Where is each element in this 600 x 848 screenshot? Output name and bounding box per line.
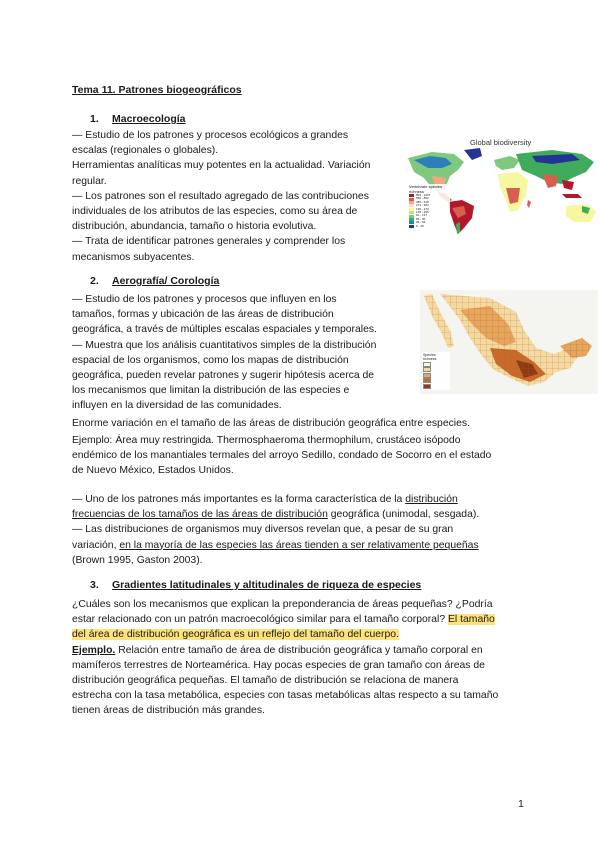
legend-title: Vertebrate species richness bbox=[409, 184, 443, 194]
legend-item bbox=[409, 225, 449, 228]
s2-para4-text: — Uno de los patrones más importantes es la forma característica de la bbox=[72, 494, 406, 505]
section-1-title: Macroecología bbox=[112, 113, 186, 125]
section-2-body bbox=[72, 292, 412, 414]
s2-para5-underline: en la mayoría de las especies las áreas tienden a ser relativamente pequeñas bbox=[119, 539, 479, 551]
s2-para3-line: de Nuevo México, Estados Unidos. bbox=[72, 465, 234, 477]
s3-example-text: Relación entre tamaño de área de distribución geográfica y tamaño corporal en bbox=[115, 644, 483, 656]
section-1-heading bbox=[90, 113, 186, 125]
s2-line: geográfica, pueden revelar patrones y sugerir hipótesis acerca de bbox=[72, 370, 375, 382]
s2-para4-underline2: frecuencias de los tamaños de las áreas de distribución bbox=[72, 509, 328, 521]
section-3-number: 3. bbox=[90, 579, 99, 591]
s3-q1: ¿Cuáles son los mecanismos que explican la preponderancia de áreas pequeñas? ¿Podría bbox=[72, 599, 493, 610]
s2-para5-text: variación, bbox=[72, 539, 120, 551]
s2-para3-line: Ejemplo: Área muy restringida. Thermosphaeroma thermophilum, crustáceo isópodo bbox=[72, 435, 461, 446]
s2-para4-underline1: distribución bbox=[405, 494, 458, 505]
mexico-legend-swatch bbox=[423, 384, 431, 389]
s2-line: tamaños, formas y ubicación de las áreas de distribución bbox=[72, 309, 334, 321]
s1-line: — Estudio de los patrones y procesos ecológicos a grandes bbox=[72, 130, 349, 141]
s3-example-line1 bbox=[72, 643, 542, 658]
mexico-richness-figure bbox=[420, 290, 598, 394]
mexico-legend-items bbox=[423, 362, 449, 389]
legend-label: 803 - 1267 bbox=[416, 193, 431, 197]
s1-line: mecanismos subyacentes. bbox=[72, 251, 195, 263]
s3-example-line: tienen áreas de distribución más grandes. bbox=[72, 705, 265, 717]
s1-line: regular. bbox=[72, 175, 107, 187]
mexico-legend-swatch bbox=[423, 362, 431, 367]
section-3-heading bbox=[90, 579, 421, 591]
s3-q3 bbox=[72, 627, 542, 642]
legend-label: 274 - 384 bbox=[416, 203, 429, 208]
s1-line: distribución, abundancia, tamaño o historia evolutiva. bbox=[72, 221, 317, 233]
s3-q2-highlight: El tamaño bbox=[448, 614, 495, 626]
s2-para-patterns bbox=[72, 492, 542, 568]
s3-example-label: Ejemplo. bbox=[72, 644, 116, 656]
legend-label: 550 - 802 bbox=[416, 196, 429, 201]
s3-example-line: estrecha con la tasa metabólica, especies con tasas metabólicas altas respecto a su tamaño bbox=[72, 690, 499, 702]
s2-line: influyen en la diversidad de las comunidades. bbox=[72, 400, 282, 412]
legend-items bbox=[409, 194, 449, 228]
s2-line: — Muestra que los análisis cuantitativos simples de la distribución bbox=[72, 339, 377, 351]
s1-line: individuales de los atributos de las especies, como su área de bbox=[72, 206, 358, 218]
s1-line: — Los patrones son el resultado agregado de las contribuciones bbox=[72, 190, 369, 202]
legend-swatch bbox=[409, 225, 414, 228]
mexico-legend-title: Species richness bbox=[423, 353, 437, 361]
section-2-title: Aerografía/ Corología bbox=[112, 275, 220, 287]
legend-label: 196 - 273 bbox=[416, 206, 429, 211]
s2-para3-line: endémico de los manantiales termales del arroyo Sedillo, condado de Socorro en el estado bbox=[72, 450, 492, 462]
s2-para2: Enorme variación en el tamaño de las áreas de distribución geográfica entre especies. bbox=[72, 418, 470, 429]
section-3-title: Gradientes latitudinales y altitudinales de riqueza de especies bbox=[112, 579, 422, 591]
s2-para-example bbox=[72, 433, 542, 479]
global-biodiversity-figure bbox=[402, 134, 600, 234]
s2-para4-line1 bbox=[72, 492, 542, 507]
legend-label: 138 - 195 bbox=[416, 209, 429, 214]
s2-para4-line2 bbox=[72, 507, 542, 522]
s3-q2 bbox=[72, 612, 542, 627]
page-title: Tema 11. Patrones biogeográficos bbox=[72, 84, 242, 96]
s1-line: — Trata de identificar patrones generales y comprender los bbox=[72, 236, 346, 248]
legend-label: 0 - 25 bbox=[416, 223, 424, 228]
mexico-legend-swatch bbox=[423, 378, 431, 383]
section-2-number: 2. bbox=[90, 275, 99, 287]
legend-label: 91 - 137 bbox=[416, 213, 428, 218]
s2-line: espacial de los organismos, como los mapas de distribución bbox=[72, 354, 349, 366]
s3-example-line: mamíferos terrestres de Norteamérica. Hay pocas especies de gran tamaño con áreas de bbox=[72, 659, 485, 671]
mexico-legend-swatch bbox=[423, 373, 431, 378]
s2-para5-line1: — Las distribuciones de organismos muy diversos revelan que, a pesar de su gran bbox=[72, 524, 454, 536]
page-number: 1 bbox=[518, 798, 524, 810]
s2-line: — Estudio de los patrones y procesos que influyen en los bbox=[72, 294, 337, 305]
figure-caption: Global biodiversity bbox=[470, 138, 532, 147]
s2-line: los mecanismos que limitan la distribución de las especies e bbox=[72, 385, 350, 397]
s2-para-variation bbox=[72, 416, 532, 431]
section-1-number: 1. bbox=[90, 113, 99, 125]
s1-line: escalas (regionales o globales). bbox=[72, 145, 219, 157]
legend-label: 55 - 90 bbox=[416, 216, 426, 221]
section-3-body bbox=[72, 597, 542, 719]
s1-line: Herramientas analíticas muy potentes en la actualidad. Variación bbox=[72, 160, 371, 172]
s3-example-line: distribución geográfica pequeñas. El tamaño de distribución se relaciona de manera bbox=[72, 675, 459, 687]
s2-para4-text2: geográfica (unimodal, sesgada). bbox=[327, 509, 480, 521]
s3-q2-text: estar relacionado con un patrón macroecológico similar para el tamaño corporal? bbox=[72, 614, 448, 626]
legend-label: 26 - 54 bbox=[416, 220, 426, 225]
map-legend bbox=[408, 184, 450, 229]
legend-label: 385 - 549 bbox=[416, 199, 429, 204]
mexico-legend bbox=[422, 352, 450, 390]
mexico-legend-swatch bbox=[423, 367, 431, 372]
s2-line: geográfica, a través de múltiples escalas espaciales y temporales. bbox=[72, 324, 377, 336]
section-2-heading bbox=[90, 275, 219, 287]
s2-para5-line3: (Brown 1995, Gaston 2003). bbox=[72, 554, 203, 566]
s2-para5-line2 bbox=[72, 538, 542, 553]
section-1-body bbox=[72, 128, 402, 265]
s3-q3-highlight: del área de distribución geográfica es un reflejo del tamaño del cuerpo. bbox=[72, 629, 399, 641]
